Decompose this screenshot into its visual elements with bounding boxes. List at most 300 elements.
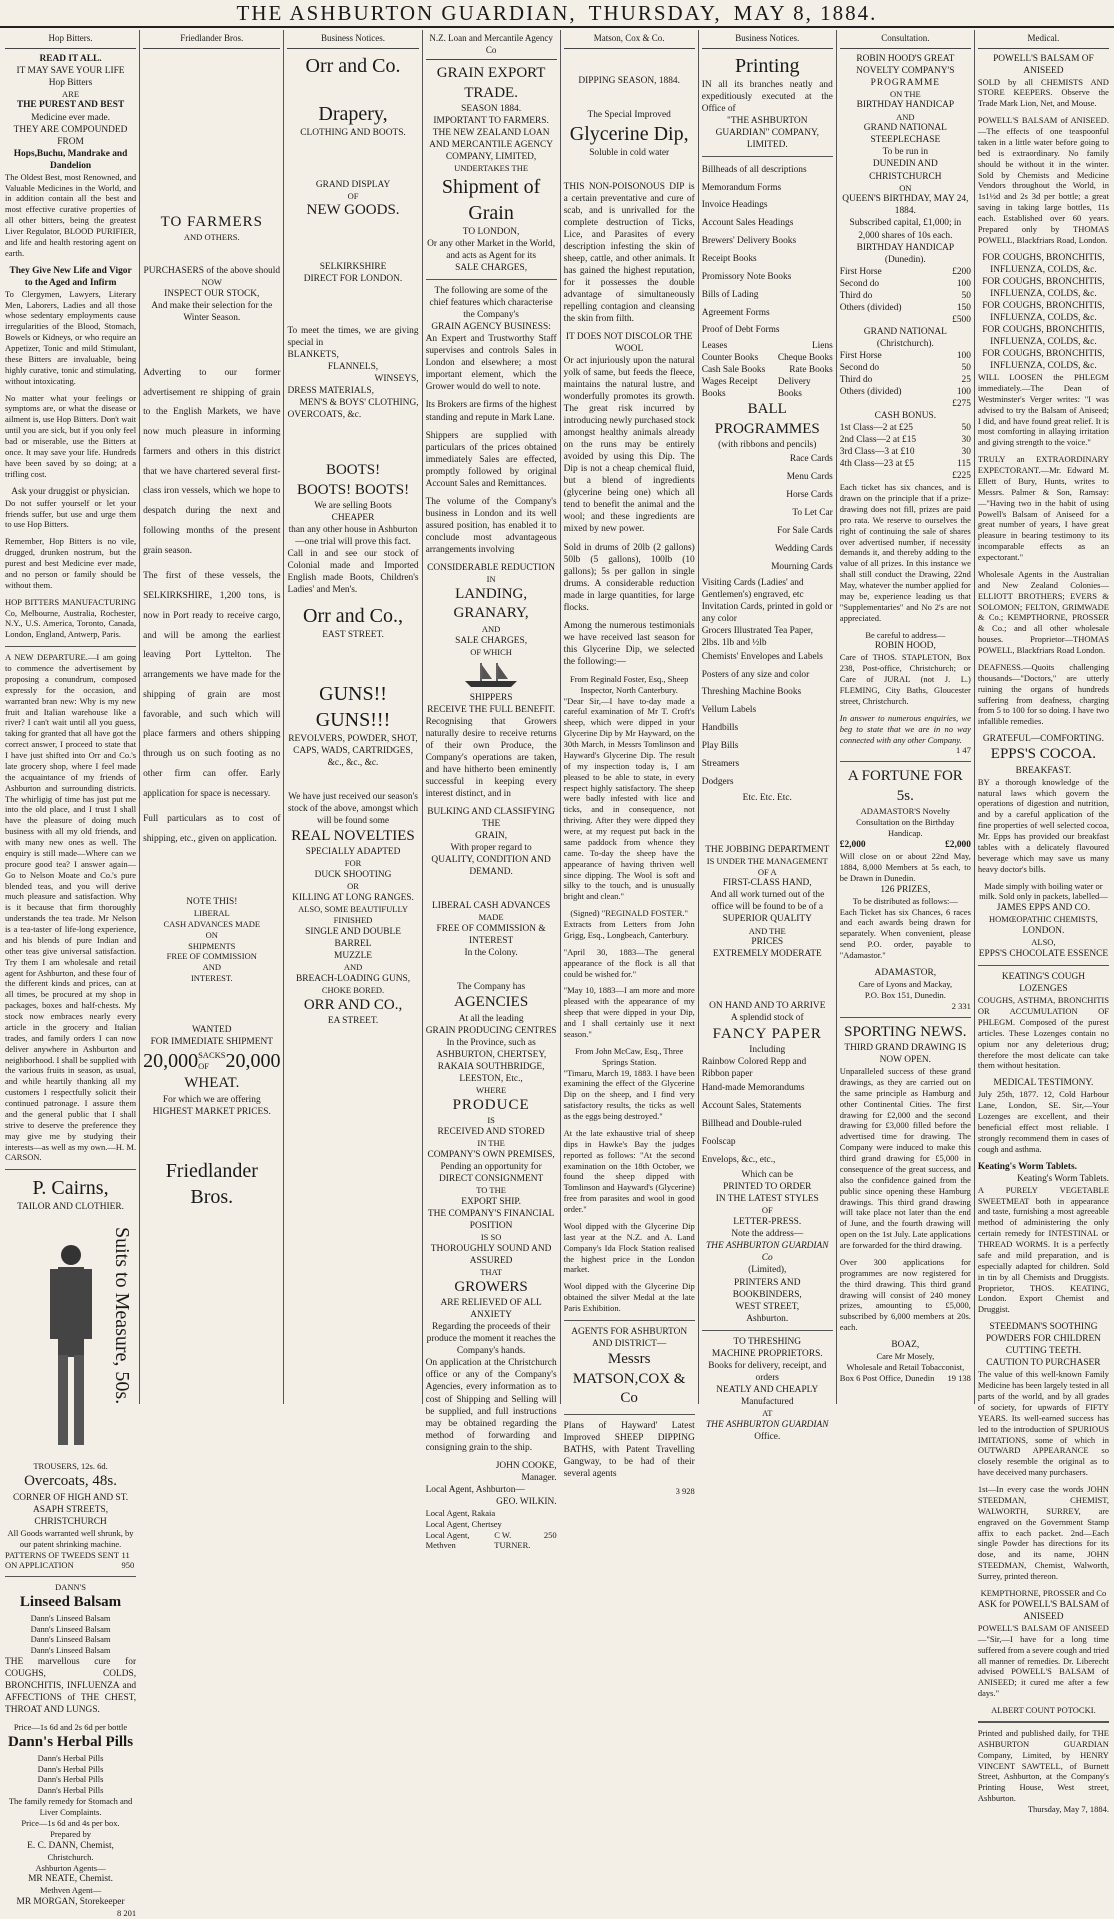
text-line: Dann's Linseed Balsam xyxy=(30,1634,111,1645)
text-line: (Limited), xyxy=(748,1265,787,1276)
text-line: JOHN COOKE, xyxy=(495,1460,557,1471)
list-item: Billhead and Double-ruled Foolscap xyxy=(701,1118,802,1147)
text-line: LONDON. xyxy=(1022,926,1065,937)
divider xyxy=(702,1330,833,1331)
text-line: LIBERAL CASH ADVANCES xyxy=(431,901,551,911)
table-row xyxy=(840,290,971,302)
column-header: Business Notices. xyxy=(287,30,418,49)
list-item: Account Sales, Statements xyxy=(701,1100,802,1111)
text-line: OVERCOATS, &c. xyxy=(287,410,362,421)
headline: KEATING'S COUGH LOZENGES xyxy=(1001,972,1086,995)
list-item: Streamers xyxy=(701,758,740,769)
text-line: AT xyxy=(762,1407,773,1418)
paragraph: 1st—In every case the words JOHN STEEDMAN, CHEMIST, WALWORTH, SURREY, are engraved on the Government Stamp affix to each packet. 2nd—Each single Powder has directions for its dose, and its name, JOHN STEEDMAN, Chemist, Walworth, Surrey, printed thereon. xyxy=(977,1484,1109,1582)
text-line: THAT xyxy=(480,1266,502,1277)
list-item: Threshing Machine Books xyxy=(701,687,802,698)
text-line: SALE CHARGES, xyxy=(455,635,528,646)
list-item: Delivery Books xyxy=(777,377,811,400)
headline: Shipment of Grain xyxy=(441,176,541,225)
text-line: BREAKFAST. xyxy=(1015,765,1072,776)
imprint: Printed and published daily, for THE ASHBURTON GUARDIAN Company, Limited, by HENRY VINCENT SAWTELL, of Burnett Street, Ashburton, at the Company's Printing House, West street, Ashburton. xyxy=(977,1727,1109,1804)
headline: FOR COUGHS, BRONCHITIS, INFLUENZA, COLDS, &c. xyxy=(982,348,1105,371)
text-line: ASHBURTON, CHERTSEY, RAKAIA SOUTHBRIDGE, LEESTON, Etc., xyxy=(435,1049,547,1084)
headline: FOR COUGHS, BRONCHITIS, INFLUENZA, COLDS, &c. xyxy=(982,252,1105,275)
text-line: ASSURED xyxy=(469,1255,513,1266)
list-item: Rate Books xyxy=(789,365,833,376)
divider xyxy=(840,1017,971,1018)
text-line: Overcoats, 48s. xyxy=(24,1473,117,1490)
paragraph: "Dear Sir,—I have to-day made a careful examination of Mr T. Croft's sheep, which were dipped in your Glycerine Dip by Mr Hayward, on the 30th March, in Messrs Tomlinson and Hayward's Glycerine Dip. The result of my inspection today is, I am pleased to be able to state, in every respect highly satisfactory. The sheep were badly infested with lice and ticks, and in consequence, not thriving. After they were dipped they were, at my request put back in the same paddock from whence they came. To-day the sheep have the appearance of having thriven well since dipping. The Wool is soft and silky to the touch, and is unusually bright and clean." xyxy=(563,695,695,902)
list-item: Mourning Cards xyxy=(771,561,833,572)
text-line: And make their selection for the Winter Season. xyxy=(151,300,273,323)
advertiser-name: Messrs MATSON,COX & Co xyxy=(572,1351,686,1407)
text-line: Dann's Herbal Pills xyxy=(37,1785,104,1796)
table-cell: 100 xyxy=(956,350,971,361)
ad-number: 1 47 xyxy=(956,745,971,756)
headline: LANDING, GRANARY, xyxy=(453,585,529,622)
headline: REAL NOVELTIES xyxy=(291,827,415,844)
text-line: TO THE xyxy=(476,1184,506,1195)
masthead xyxy=(0,0,1114,28)
headline: GUNS!! GUNS!!! xyxy=(315,682,391,731)
column-header: Medical. xyxy=(978,30,1109,49)
tailor-illustration xyxy=(5,1217,136,1457)
list-item: Proof of Debt Forms xyxy=(701,325,780,336)
table-cell: 100 xyxy=(956,278,971,289)
text-line: TO LONDON, xyxy=(462,227,520,238)
paragraph: We have just received our season's stock of the above, amongst which will be found some xyxy=(287,791,419,826)
text-line: Dann's Linseed Balsam xyxy=(30,1623,111,1634)
paragraph: SOLD by all CHEMISTS AND STORE KEEPERS. Observe the Trade Mark Lion, Net, and Mouse. xyxy=(977,76,1109,109)
text-line: Hop Bitters xyxy=(48,77,93,88)
paragraph: The first of these vessels, the SELKIRKSHIRE, 1,200 tons, is now in Port ready to receive cargo, and will be among the earliest leaving Port Lyttelton. The arrangements we have made for the shipping of grain are most favorable, and such which will place farmers and others shipping through us on such footing as no other firm can offer. Early application for space is necessary. xyxy=(143,571,281,799)
list-item: Horse Cards xyxy=(786,490,833,501)
text-line: OR xyxy=(347,881,359,892)
paragraph: To Clergymen, Lawyers, Literary Men, Laborers, Ladies and all those whose sedentary employments cause irregularities of the Blood, Stomach, Bowels or Kidneys, or who require an Appetizer, Tonic and mild Stimulant, these Bitters are invaluable, being highly curative, tonic and stimulating, without intoxicating. xyxy=(5,288,137,386)
paragraph: To meet the times, we are giving special in xyxy=(287,326,419,349)
text-line: Dann's Herbal Pills xyxy=(37,1752,104,1763)
paragraph: Recognising that Growers naturally desire to receive returns of their own Produce, the Company's operations are taken, and have hitherto been eminently successful in keeping every interest distinct, and in xyxy=(425,716,557,799)
text-line: AND xyxy=(481,623,501,634)
paragraph: Wholesale Agents in the Australian and New Zealand Colonies—ELLIOTT BROTHERS; EVERS & SOLOMON; FELTON, GRIMWADE & Co.; KEMPTHORNE, PROSSER & Co.; and all other wholesale houses. Proprietor—THOMAS POWELL, Blackfriars Road London. xyxy=(977,568,1109,656)
text-line: &c., &c., &c. xyxy=(327,757,379,768)
text-line: DIRECT CONSIGNMENT xyxy=(438,1173,544,1184)
text-line: Be careful to address— xyxy=(865,629,946,640)
table-cell: 2nd Class—2 at £15 xyxy=(839,435,917,446)
table-cell: Third do xyxy=(839,290,873,301)
amount: £2,000 xyxy=(839,839,866,850)
text-line: AND OTHERS. xyxy=(183,232,240,243)
list-item: Billheads of all descriptions xyxy=(701,164,807,175)
imprint-date: Thursday, May 7, 1884. xyxy=(1027,1804,1109,1815)
table-cell: Second do xyxy=(839,278,880,289)
headline: WANTED xyxy=(191,1025,232,1036)
paragraph: Shippers are supplied with particulars of the prices obtained immediately Sales are effected, promptly followed by original Account Sales and Remittances. xyxy=(425,430,557,489)
text-line: In the Province, such as xyxy=(446,1037,536,1048)
headline: FOR COUGHS, BRONCHITIS, INFLUENZA, COLDS, &c. xyxy=(982,276,1105,299)
text-line: MR NEATE, Chemist. xyxy=(28,1874,113,1885)
text-line: INSPECT OUR STOCK, xyxy=(164,288,260,299)
list-row xyxy=(702,376,833,400)
list-item: To Let Car xyxy=(792,508,833,519)
paragraph: Sold in drums of 20lb (2 gallons) 50lb (5 gallons), 100lb (10 gallons); 5s per gallon in single drums. A considerable reduction made in large quantities, for large flocks. xyxy=(563,542,695,613)
text-line: ARE xyxy=(62,88,80,99)
list-item: Dodgers xyxy=(701,776,734,787)
paragraph: Unparalleled success of these grand drawings, as they are carried out on the same principle as Hamburg and other Continental Cities. The first drawing for £2,000 and the second drawing for £3,000 filled before the advertised time for drawing. The Company were induced to make this third grand drawing for £5,000 in consequence of the great success, and also the confidence gained from the public since opening these Hamburg drawings. This third grand drawing will take place not later than the end of June, and the fourth drawing will open on the 1st July. Late applications are forwarded for the third drawing. xyxy=(839,1066,971,1251)
text-line: Price—1s 6d and 4s per box. xyxy=(21,1817,120,1828)
paragraph: The Oldest Best, most Renowned, and Valuable Medicines in the World, and in addition contain all the best and most effective curative properties of all other bitters, being the greatest Liver Regulator, BLOOD PURIFIER, and life and health restoring agent on earth. xyxy=(5,171,137,258)
text-line: CAPS, WADS, CARTRIDGES, xyxy=(293,745,413,756)
table-total: £225 xyxy=(952,471,971,482)
text-line: At all the leading xyxy=(458,1013,524,1024)
cards-list xyxy=(702,451,833,576)
table-row xyxy=(840,458,971,470)
text-line: Care Mr Mosely, xyxy=(876,1351,935,1362)
text-line: PRINTED TO ORDER xyxy=(723,1182,812,1193)
text-line: Soluble in cold water xyxy=(589,147,670,158)
ad-number: 3 928 xyxy=(675,1485,695,1496)
list-item: Wages Receipt Books xyxy=(701,377,758,400)
headline: POWELL'S BALSAM OF ANISEED xyxy=(993,53,1094,76)
paragraph: Will close on or about 22nd May, 1884, 8,000 Members at 5s each, to be Drawn in Dunedin. xyxy=(839,850,971,883)
headline: BALL PROGRAMMES xyxy=(714,401,820,437)
text-line: ON THE xyxy=(889,88,921,99)
paragraph: Its Brokers are firms of the highest standing and repute in Mark Lane. xyxy=(425,400,557,423)
ad-number: 19 138 xyxy=(947,1372,971,1383)
text-line: AND xyxy=(343,961,363,972)
list-item: Hand-made Memorandums xyxy=(701,1083,805,1094)
table-cell: First Horse xyxy=(839,350,882,361)
text-line: SALE CHARGES, xyxy=(455,263,528,274)
text-line: (with ribbons and pencils) xyxy=(718,440,817,451)
text-line: From John McCaw, Esq., Three Springs Station. xyxy=(575,1045,684,1067)
text-line: THE ASHBURTON GUARDIAN xyxy=(705,1419,829,1430)
paragraph: COUGHS, ASTHMA, BRONCHITIS OR ACCUMULATION OF PHLEGM. Composed of the purest articles. These Lozenges contain no opium nor any deleterious drug; therefore the most delicate can take them without hesitation. xyxy=(977,995,1109,1071)
text-line: EXPORT SHIP. xyxy=(461,1196,521,1207)
text-line: Price—1s 6d and 2s 6d per bottle xyxy=(13,1722,128,1733)
text-line: DRESS MATERIALS, xyxy=(287,386,374,397)
divider xyxy=(840,761,971,762)
paragraph: "Timaru, March 19, 1883. I have been examining the effect of the Glycerine Dip on the sheep, and I find very satisfactory results, the ticks as well as the eggs being destroyed." xyxy=(563,1067,695,1122)
headline: GRAIN EXPORT TRADE. xyxy=(436,65,546,101)
text-line: TROUSERS, 12s. 6d. xyxy=(33,1461,108,1472)
text-line: ON HAND AND TO ARRIVE xyxy=(709,1001,826,1012)
product-name: Linseed Balsam xyxy=(19,1594,122,1611)
text-line: SINGLE AND DOUBLE BARREL xyxy=(305,926,401,949)
text-line: UNDERTAKES THE xyxy=(454,163,529,174)
paragraph: DEAFNESS.—Quoits challenging thousands—"Doctors," are utterly ruining the organs of hundreds suffering from deafness, charging from 5 to 100 for so doing. I have two infallible remedies. xyxy=(977,661,1109,727)
text-line: IN THE xyxy=(477,1138,505,1148)
text-line: HOMŒOPATHIC CHEMISTS, xyxy=(989,914,1098,925)
text-line: THE NEW ZEALAND LOAN AND MERCANTILE AGENCY COMPANY, LIMITED, xyxy=(429,128,554,163)
text-line: P.O. Box 151, Dunedin. xyxy=(864,989,946,1000)
text-line: IS SO xyxy=(480,1231,502,1242)
column-consultation xyxy=(836,30,974,1404)
column-loan-agency xyxy=(422,30,560,1551)
text-line: 126 PRIZES, xyxy=(880,884,931,895)
headline: WHEAT. xyxy=(184,1075,240,1092)
text-line: Christchurch. xyxy=(47,1851,94,1862)
column-header: Hop Bitters. xyxy=(5,30,136,49)
newspaper-columns xyxy=(2,30,1112,1919)
paragraph: Over 300 applications for programmes are now registered for the third drawing. This third grand drawing will consist of 240 money prizes, amounting to £5,000, subscribed by 6,000 members at 20s. each. xyxy=(839,1256,971,1333)
paragraph: Wool dipped with the Glycerine Dip obtained the silver Medal at the late Paris Exhibition. xyxy=(563,1281,695,1314)
column-header: Friedlander Bros. xyxy=(143,30,280,49)
table-cell: 1st Class—2 at £25 xyxy=(839,423,913,434)
text-line: GRAIN PRODUCING CENTRES xyxy=(425,1025,557,1036)
table-cell: Others (divided) xyxy=(839,386,902,397)
headline: ASK for POWELL'S BALSAM of ANISEED xyxy=(977,1599,1109,1622)
headline: They Give New Life and Vigor to the Aged and Infirm xyxy=(9,265,132,288)
table-cell: 150 xyxy=(956,302,971,313)
text-line: REVOLVERS, POWDER, SHOT, xyxy=(288,733,418,744)
text-line: Regarding the proceeds of their produce the moment it reaches the Company's hands. xyxy=(426,1322,556,1357)
text-line: TO THRESHING xyxy=(733,1336,802,1347)
list-item: Agreement Forms xyxy=(701,307,770,318)
text-line: Ashburton Agents— xyxy=(35,1862,106,1873)
text-line: FREE OF COMMISSION & INTEREST xyxy=(436,923,546,946)
text-line: SHIPMENTS xyxy=(188,940,236,951)
paragraph: Plans of Hayward' Latest Improved SHEEP DIPPING BATHS, with Patent Travelling Gangway, to be had of their several agents xyxy=(563,1420,695,1479)
text-line: AND xyxy=(202,962,221,973)
text-line: NEATLY AND CHEAPLY xyxy=(716,1384,819,1395)
headline: TO FARMERS xyxy=(160,213,263,230)
headline: NEW GOODS. xyxy=(306,202,400,219)
table-row xyxy=(840,386,971,398)
text-line: MEN'S & BOYS' CLOTHING, xyxy=(299,398,419,409)
headline: PRODUCE xyxy=(452,1096,530,1113)
table-cell: First Horse xyxy=(839,266,882,277)
paragraph: THE marvellous cure for COUGHS, COLDS, BRONCHITIS, INFLUENZA and AFFECTIONS of THE CHEST, THROAT AND LUNGS. xyxy=(5,1657,137,1716)
column-header: Matson, Cox & Co. xyxy=(564,30,695,49)
table-cell: 30 xyxy=(961,447,971,458)
ad-number: 250 xyxy=(543,1529,557,1540)
table-cell: Others (divided) xyxy=(839,302,902,313)
text-line: Office. xyxy=(754,1431,781,1442)
text-line: AND xyxy=(896,111,915,122)
text-line: ASAPH STREETS, xyxy=(33,1504,109,1515)
paragraph: A NEW DEPARTURE.—I am going to commence the advertisement by proposing a conundrum, composed expressly for the occasion, and warranted bran new: Why is my new fruit and Italian warehouse like a river? I can't wait until all you guess, taking for granted that all have got the correct answer, I proceed to state that I have just shifted into Orr and Co.'s late grocery shop, where I feel made the acquaintance of my friends of Ashburton and surrounding districts. The whirligig of time has just put me into the old place, and I trust I shall have the pleasure of doing much business with all my old friends, and with many new ones as well. The enquiry is still made—Where can we procure good tea? I answer again—Go to Nelson Moate and Co.'s pure blended teas, and you will derive much pleasure and satisfaction. Why is it because that firm thoroughly understands the tea trade. Mr Nelson is a tea-taster of life-long experience, and his blends of pure Indian and other teas give universal satisfaction. Try them I am wholesale and retail agent for Ashburton, and these four of the different kinds and prices, can at all times, be procured at my shop in packages, boxes and half-chests. My stock now embraces nearly every article in the grocery and Italian trades, and family orders I can now deliver anywhere in Ashburton and neighborhood. I shall be supplied with the various fruits in season, as usual, and while heartily thanking all my customers I respectfully solicit their continued patronage. I assure them and the general public that I shall strive to deserve the preference they may give me by studying their interests—as well as my own.—H. M. CARSON. xyxy=(5,652,137,1163)
text-line: WHERE xyxy=(475,1084,507,1095)
text-line: Wholesale and Retail Tobacconist, xyxy=(846,1362,965,1373)
text-line: PRINTERS AND BOOKBINDERS, xyxy=(732,1277,802,1300)
text-line: A splendid stock of xyxy=(730,1013,804,1024)
column-header: N.Z. Loan and Mercantile Agency Co xyxy=(426,30,557,60)
paragraph: At the late exhaustive trial of sheep dips in Hawke's Bay the judges reported as follows: "At the second examination on the 18th October, we found the sheep dipped with Tomlinson and Hayward's (Glycerine) free from parasites and wool in good order." xyxy=(563,1127,695,1215)
text-line: GRAND NATIONAL (Christchurch). xyxy=(863,326,947,349)
text-line xyxy=(840,1373,971,1384)
list-item: Wedding Cards xyxy=(774,543,833,554)
list-item: Handbills xyxy=(701,723,739,734)
list-item: Liens xyxy=(811,341,833,352)
text-line: Books for delivery, receipt, and orders xyxy=(708,1360,827,1383)
list-item: Leases xyxy=(701,341,728,352)
text-line: SELKIRKSHIRE xyxy=(319,261,387,272)
product-name: Dann's Herbal Pills xyxy=(8,1734,134,1751)
headline: ROBIN HOOD'S GREAT NOVELTY COMPANY'S xyxy=(856,53,955,76)
text-line: NOW xyxy=(201,276,222,287)
text-line: Dann's Herbal Pills xyxy=(37,1763,104,1774)
text-line: PRICES xyxy=(751,937,784,948)
paragraph: Each Ticket has six Chances, 6 races and each awards being drawn for separately. When convenient, please send P.O. order, payable to "Adamastor." xyxy=(839,906,971,961)
text-line: RECEIVED AND STORED xyxy=(437,1126,545,1137)
text-line: BREACH-LOADING GUNS, xyxy=(295,973,411,984)
text-line: Note the address— xyxy=(731,1229,804,1240)
headline: Drapery, xyxy=(318,102,388,125)
text-line: TAILOR AND CLOTHIER. xyxy=(17,1202,124,1213)
issue-date: MAY 8, 1884. xyxy=(733,0,878,25)
table-cell: 30 xyxy=(961,435,971,446)
text-line: Local Agent, Rakaia xyxy=(425,1507,496,1518)
headline: AGENCIES xyxy=(454,994,529,1011)
list-row xyxy=(702,340,833,352)
headline: Keating's Worm Tablets. xyxy=(977,1161,1077,1172)
text-line: SHIPPERS xyxy=(469,692,513,703)
print-items-list xyxy=(702,162,833,341)
text-line: THOROUGHLY SOUND AND xyxy=(430,1243,552,1254)
text-line: IS UNDER THE MANAGEMENT OF A xyxy=(706,855,828,877)
list-item: For Sale Cards xyxy=(777,525,833,536)
column-medical xyxy=(974,30,1112,1815)
text-line: WEST STREET, xyxy=(735,1301,800,1312)
table-total: £275 xyxy=(952,398,971,409)
text-line: All Goods warranted well shrunk, by our patent shrinking machine. xyxy=(7,1527,134,1549)
text-line: QUEEN'S BIRTHDAY, MAY 24, 1884. xyxy=(842,194,969,217)
list-item: Promissory Note Books xyxy=(701,271,792,282)
headline: Printing xyxy=(735,54,800,77)
ad-number: 2 331 xyxy=(951,1000,971,1011)
table-cell: £200 xyxy=(952,266,971,277)
headline: BOOTS! xyxy=(325,462,381,479)
paragraph: POWELL'S BALSAM of ANISEED.—The effects of one teaspoonful taken in a little water before going to bed is extraordinary. No family should be without it in the winter. Sold by Chemists and Medicine Vendors throughout the World, in 1s1½d and 2s 3d per bottle; a great saving in taking large bottles, 11s each. Established over 60 years. Prepared only by THOMAS POWELL, Blackfriars Road, London. xyxy=(977,115,1109,245)
paragraph: Care of THOS. STAPLETON, Box 238, Post-office, Christchurch; or Care of JURAL (not J. L.) FLEMING, City Baths, Gloucester street, Christchurch. xyxy=(839,652,971,706)
text-line: ALSO, SOME BEAUTIFULLY FINISHED xyxy=(298,904,408,925)
text-line: Methven Agent— xyxy=(39,1885,102,1896)
paragraph: Call in and see our stock of Colonial made and Imported English made Boots, Children's Ladies' and Men's. xyxy=(287,549,419,596)
ad-number: 11 950 xyxy=(121,1549,135,1571)
text-line: Dann's Herbal Pills xyxy=(37,1774,104,1785)
divider xyxy=(702,156,833,157)
text-line: To be distributed as follows:— xyxy=(852,895,958,906)
newspaper-title: THE ASHBURTON GUARDIAN, xyxy=(236,0,577,25)
text-line: CASH ADVANCES MADE xyxy=(163,918,261,929)
text-line: Rainbow Colored Repp and Ribbon paper xyxy=(701,1057,807,1080)
text-line: GRATEFUL—COMFORTING. xyxy=(982,734,1104,745)
amount-row xyxy=(840,839,971,851)
text-line: OF xyxy=(347,190,359,201)
advertiser-name: Friedlander Bros. xyxy=(165,1159,258,1208)
text-line: Local Agent, Methven xyxy=(425,1529,470,1551)
quantity-number: 20,000 xyxy=(143,1050,199,1073)
text-line: EAST STREET. xyxy=(322,629,384,640)
text-line: Ashburton. xyxy=(746,1313,789,1324)
product-name: Glycerine Dip, xyxy=(569,122,689,145)
text-line: PROGRAMME xyxy=(870,77,941,88)
table-row xyxy=(840,350,971,362)
text-line: SEASON 1884. xyxy=(461,104,522,115)
text-line: KEMPTHORNE, PROSSER and Co xyxy=(980,1587,1107,1598)
text-line: And all work turned out of the office will be found to be of a xyxy=(710,890,825,913)
list-item: Posters of any size and color xyxy=(701,669,810,680)
paragraph: A PURELY VEGETABLE SWEETMEAT both in appearance and taste, furnishing a most agreeable method of administering the only certain remedy for INTESTINAL or THREAD WORMS. It is a perfectly safe and mild preparation, and is especially adapted for children. Sold in tin by all Chemists and Druggists. Proprietor, THOS. KEATING, London. Export Chemist and Druggist. xyxy=(977,1184,1109,1315)
text-line: DUCK SHOOTING xyxy=(314,870,392,881)
text-line: CORNER OF HIGH AND ST. xyxy=(12,1492,129,1503)
text-line: OF xyxy=(761,1205,773,1216)
man-figure-icon xyxy=(36,1237,106,1457)
paragraph: Wool dipped with the Glycerine Dip last year at the N.Z. and A. Land Company's Ida Flock Station realised the highest price in the London market. xyxy=(563,1220,695,1275)
paragraph: Remember, Hop Bitters is no vile, drugged, drunken nostrum, but the purest and best Medicine ever made, and no person or family should be without them. xyxy=(5,536,137,590)
text-line: EPPS'S CHOCOLATE ESSENCE xyxy=(978,949,1109,960)
text-line: QUALITY, CONDITION AND DEMAND. xyxy=(431,854,551,877)
text-line: Dann's Linseed Balsam xyxy=(30,1612,111,1623)
list-item: Grocers Illustrated Tea Paper, 2lbs. 1lb and ½lb xyxy=(701,625,813,648)
column-hop-bitters xyxy=(2,30,139,1919)
table-row xyxy=(840,434,971,446)
headline: CONSIDERABLE REDUCTION xyxy=(427,562,556,573)
text-line: PURCHASERS of the above should xyxy=(143,265,281,276)
advertiser-name: Orr and Co., xyxy=(303,604,404,627)
text-line xyxy=(5,1550,136,1572)
text-line: SUPERIOR QUALITY xyxy=(722,914,812,925)
paragraph: HOP BITTERS MANUFACTURING Co, Melbourne, Australia, Rochester, N.Y., U.S. America, Toronto, Canada, London, England, Antwerp, Paris. xyxy=(5,596,137,640)
text-line: The following are some of the chief features which characterise the Company's xyxy=(429,286,553,321)
quantity-number: 20,000 xyxy=(225,1050,281,1073)
text-line: C W. TURNER. xyxy=(494,1529,531,1551)
text-line: DUNEDIN AND CHRISTCHURCH xyxy=(869,159,942,182)
paragraph: "April 30, 1883—The general appearance of the flock is all that could be wished for." xyxy=(563,946,695,979)
text-line: EA STREET. xyxy=(327,1016,379,1027)
text-line: Box 6 Post Office, Dunedin xyxy=(839,1372,935,1383)
text-line: MEDICAL TESTIMONY. xyxy=(993,1078,1094,1089)
misc-list xyxy=(702,649,833,792)
text-line: IN THE LATEST STYLES xyxy=(715,1194,819,1205)
text-line: JAMES EPPS AND CO. xyxy=(996,903,1091,914)
column-printing xyxy=(698,30,836,1442)
text-line: than any other house in Ashburton—one trial will prove this fact. xyxy=(288,525,418,548)
text-line: CAUTION TO PURCHASER xyxy=(986,1358,1101,1369)
text-line: SPECIALLY ADAPTED xyxy=(305,847,401,858)
text-line: AND THE xyxy=(748,925,786,936)
headline: FANCY PAPER xyxy=(712,1025,822,1042)
paragraph: The volume of the Company's business in London and its well assured position, has enabled it to conclude most advantageous arrangements involving xyxy=(425,496,557,555)
table-cell: 50 xyxy=(961,423,971,434)
list-item: Race Cards xyxy=(789,454,833,465)
text-line: LIBERAL xyxy=(193,907,230,918)
text-line: (Signed) "REGINALD FOSTER." xyxy=(570,908,689,919)
text-line: BOAZ, xyxy=(891,1340,920,1351)
list-item: Account Sales Headings xyxy=(701,218,794,229)
text-line: Subscribed capital, £1,000; in 2,000 shares of 10s each. xyxy=(849,218,962,241)
paragraph: WILL LOOSEN the PHLEGM immediately.—The Dean of Westminster's Verger writes: "I was advised to try the Balsam of Aniseed; I did, and have found great relief. It is most comforting in allaying irritation and giving strength to the voice." xyxy=(977,372,1109,448)
ship-icon xyxy=(461,661,521,689)
list-item: Memorandum Forms xyxy=(701,182,782,193)
column-header: Consultation. xyxy=(840,30,971,49)
text-line: FOR IMMEDIATE SHIPMENT xyxy=(150,1037,273,1048)
list-item: Cash Sale Books xyxy=(701,365,766,376)
paper-list xyxy=(702,1080,833,1169)
paragraph: In answer to numerous enquiries, we beg to state that we are in no way connected with any other Company. xyxy=(839,712,971,745)
advertiser-name: Orr and Co. xyxy=(305,54,401,77)
text-line: OF WHICH xyxy=(470,646,512,657)
paragraph: "May 10, 1883—I am more and more pleased with the appearance of my sheep that were dipped in your Dip, and I shall certainly use it next season." xyxy=(563,985,695,1039)
paragraph: Do not suffer yourself or let your friends suffer, but use and urge them to use Hop Bitters. xyxy=(5,497,137,530)
text-line: The Company has xyxy=(456,982,526,992)
text-line: MUZZLE xyxy=(334,950,373,961)
paragraph: July 25th, 1877. 12, Cold Harbour Lane, London, SE. Sir,—Your Lozenges are excellent, and their beneficial effect most reliable. I strongly recommend them in cases of cough and asthma. xyxy=(977,1089,1109,1154)
headline: IT DOES NOT DISCOLOR THE WOOL xyxy=(565,331,693,355)
text-line: ALBERT COUNT POTOCKI. xyxy=(991,1705,1096,1716)
text-line: THIRD GRAND DRAWING IS NOW OPEN. xyxy=(844,1043,967,1066)
